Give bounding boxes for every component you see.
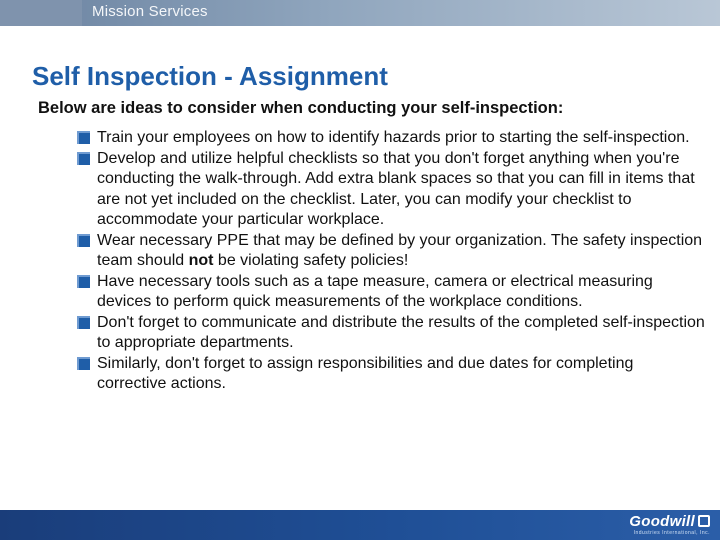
bullet-text: Don't forget to communicate and distribute the results of the completed self-inspection to appropriate departments. xyxy=(97,313,705,351)
checkbox-icon xyxy=(77,316,90,329)
slide-intro: Below are ideas to consider when conducting your self-inspection: xyxy=(38,99,564,117)
bullet-text: Have necessary tools such as a tape measure, camera or electrical measuring devices to perform quick measurements of the workplace conditions. xyxy=(97,272,653,310)
header-bar xyxy=(0,0,720,26)
bullet-text: Develop and utilize helpful checklists so that you don't forget anything when you're conducting the walk-through. Add extra blank spaces so that you can fill in items that are not yet included on the checklist. Later, you can modify your checklist to accommodate your particular workplace. xyxy=(97,149,695,228)
goodwill-logo-icon xyxy=(698,515,710,527)
bullet-item xyxy=(76,149,706,231)
header-accent xyxy=(0,0,82,26)
bullet-text: Train your employees on how to identify hazards prior to starting the self-inspection. xyxy=(97,129,690,146)
checkbox-icon xyxy=(77,152,90,165)
bullet-item xyxy=(76,231,706,272)
checkbox-icon xyxy=(77,131,90,144)
bullet-list xyxy=(76,128,706,395)
logo-text: Goodwill xyxy=(629,513,695,530)
checkbox-icon xyxy=(77,275,90,288)
checkbox-icon xyxy=(77,234,90,247)
bullet-emphasis: not xyxy=(188,252,214,269)
bullet-text-after: be violating safety policies! xyxy=(213,252,409,269)
slide-title: Self Inspection - Assignment xyxy=(32,61,388,91)
bullet-item xyxy=(76,313,706,354)
bullet-item xyxy=(76,354,706,395)
bullet-item xyxy=(76,128,706,149)
footer-bar xyxy=(0,510,720,540)
checkbox-icon xyxy=(77,357,90,370)
header-label: Mission Services xyxy=(92,3,208,20)
goodwill-logo xyxy=(629,513,710,536)
bullet-text: Similarly, don't forget to assign responsibilities and due dates for completing corrective actions. xyxy=(97,354,634,392)
bullet-item xyxy=(76,272,706,313)
bullet-text-before: Wear necessary PPE that may be defined by your organization. The safety inspection team should xyxy=(97,231,703,269)
logo-subtext: Industries International, Inc. xyxy=(633,530,710,536)
